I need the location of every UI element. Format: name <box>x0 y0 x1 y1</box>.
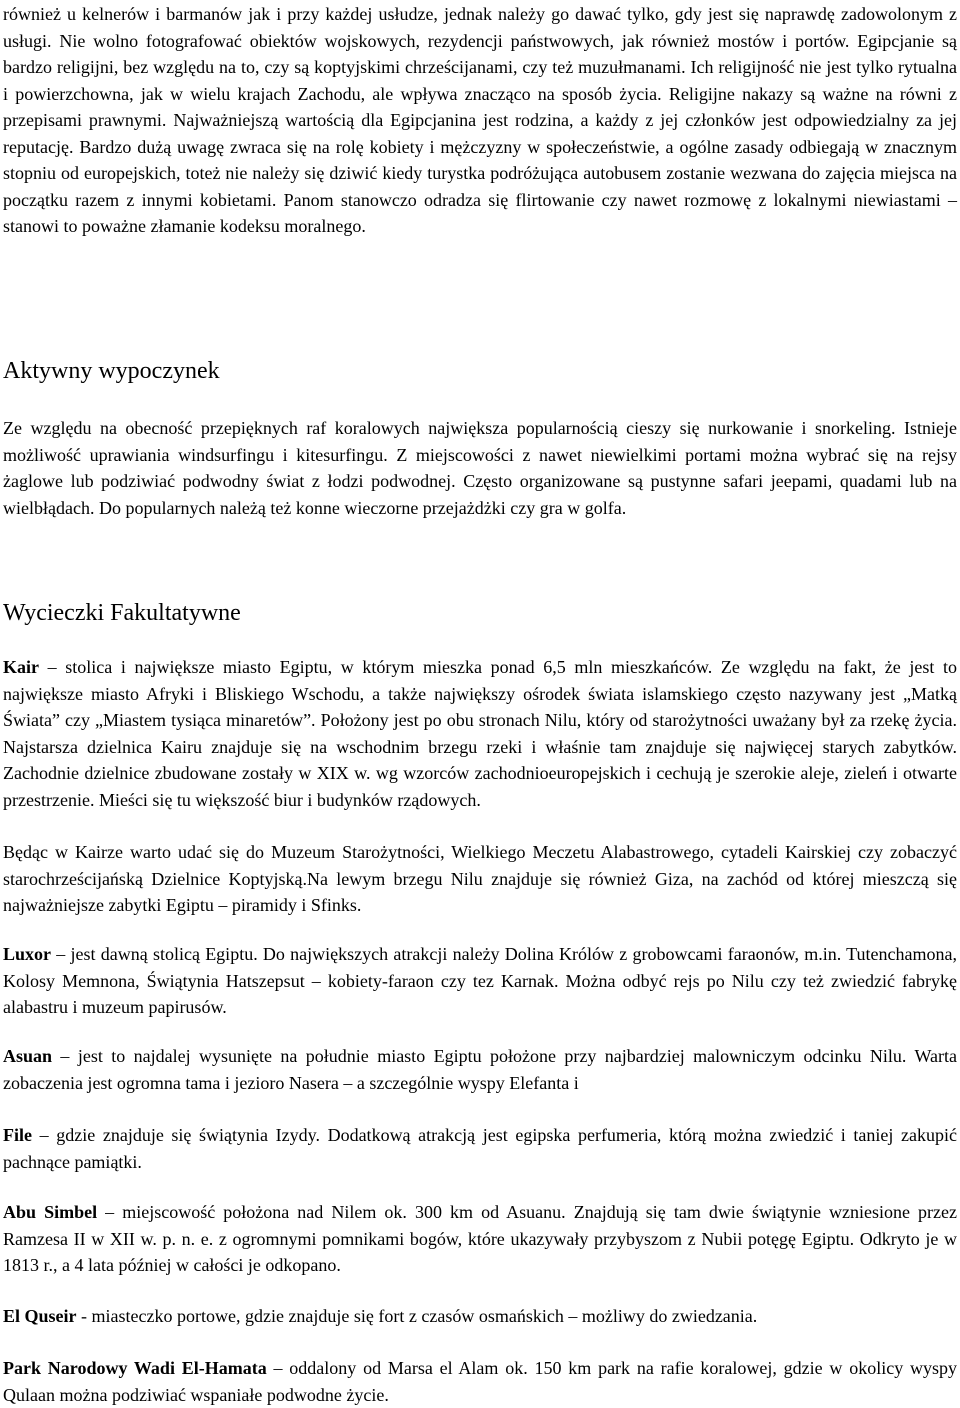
intro-paragraph: również u kelnerów i barmanów jak i przy każdej usłudze, jednak należy go dawać tylko, gdy jest się naprawdę zadowolonym z usługi. Nie wolno fotografować obiektów wojskowych, rezydencji państwowych, jak również mostów i portów. Egipcjanie są bardzo religijni, bez względu na to, czy są koptyjskimi chrześcijanami, czy też muzułmanami. Ich religijność nie jest tylko rytualna i powierzchowna, jak w wielu krajach Zachodu, ale wpływa znacząco na sposób życia. Religijne nakazy są ważne na równi z przepisami prawnymi. Najważniejszą wartością dla Egipcjanina jest rodzina, a każdy z jej członków jest odpowiedzialny za jej reputację. Bardzo dużą uwagę zwraca się na rolę kobiety i mężczyzny w społeczeństwie, a ogólne zasady odbiegają w znacznym stopniu od europejskich, toteż nie należy się dziwić kiedy turystka podróżująca autobusem zostanie wezwana do zajęcia miejsca na początku razem z innymi kobietami. Panom stanowczo odradza się flirtowanie czy nawet rozmowę z lokalnymi niewiastami – stanowi to poważne złamanie kodeksu moralnego. <box>3 4 957 236</box>
asuan-paragraph <box>3 1043 957 1096</box>
abu-simbel-paragraph <box>3 1199 957 1279</box>
el-quseir-name: El Quseir <box>3 1306 77 1326</box>
luxor-paragraph <box>3 941 957 1021</box>
kair-name: Kair <box>3 657 39 677</box>
park-text: – oddalony od Marsa el Alam ok. 150 km park na rafie koralowej, gdzie w okolicy wyspy Qulaan można podziwiać wspaniałe podwodne życie. <box>3 1358 957 1405</box>
file-paragraph <box>3 1122 957 1175</box>
asuan-text: – jest to najdalej wysunięte na południe miasto Egiptu położone przy najbardziej malowniczym odcinku Nilu. Warta zobaczenia jest ogromna tama i jezioro Nasera – a szczególnie wyspy Elefanta i <box>3 1046 957 1093</box>
kair-paragraph-2: Będąc w Kairze warto udać się do Muzeum Starożytności, Wielkiego Meczetu Alabastrowego, cytadeli Kairskiej czy zobaczyć starochrześcijańską Dzielnice Koptyjską.Na lewym brzegu Nilu znajduje się również Giza, na zachód od której mieszczą się najważniejsze zabytki Egiptu – piramidy i Sfinks. <box>3 842 957 915</box>
file-text: – gdzie znajduje się świątynia Izydy. Dodatkową atrakcją jest egipska perfumeria, którą można zwiedzić i taniej zakupić pachnące pamiątki. <box>3 1125 957 1172</box>
kair-text: – stolica i największe miasto Egiptu, w którym mieszka ponad 6,5 mln mieszkańców. Ze względu na fakt, że jest to największe miasto Afryki i Bliskiego Wschodu, a także największy ośrodek świata islamskiego często nazywany jest „Matką Świata” czy „Miastem tysiąca minaretów”. Położony jest po obu stronach Nilu, który od starożytności uważany był za rzekę życia. Najstarsza dzielnica Kairu znajduje się na wschodnim brzegu rzeki i właśnie tam znajduje się najwięcej starych zabytków. Zachodnie dzielnice zbudowane zostały w XIX w. wg wzorców zachodnioeuropejskich i cechują je szerokie aleje, zieleń i otwarte przestrzenie. Mieści się tu większość biur i budynków rządowych. <box>3 657 957 810</box>
park-paragraph <box>3 1355 957 1408</box>
el-quseir-paragraph <box>3 1303 957 1330</box>
active-leisure-paragraph: Ze względu na obecność przepięknych raf koralowych największa popularnością cieszy się nurkowanie i snorkeling. Istnieje możliwość uprawiania windsurfingu i kitesurfingu. Z miejscowości z nawet niewielkimi portami można wybrać się na rejsy żaglowe lub podziwiać podwodny świat z łodzi podwodnej. Często organizowane są pustynne safari jeepami, quadami lub na wielbłądach. Do popularnych należą też konne wieczorne przejażdżki czy gra w golfa. <box>3 418 957 518</box>
file-name: File <box>3 1125 32 1145</box>
heading-active-leisure: Aktywny wypoczynek <box>3 358 220 384</box>
heading-optional-trips: Wycieczki Fakultatywne <box>3 600 241 626</box>
luxor-text: – jest dawną stolicą Egiptu. Do największych atrakcji należy Dolina Królów z grobowcami faraonów, m.in. Tutenchamona, Kolosy Memnona, Świątynia Hatszepsut – kobiety-faraon czy tez Karnak. Można odbyć rejs po Nilu czy też zwiedzić fabrykę alabastru i muzeum papirusów. <box>3 944 957 1017</box>
abu-simbel-text: – miejscowość położona nad Nilem ok. 300 km od Asuanu. Znajdują się tam dwie świątynie wzniesione przez Ramzesa II w XII w. p. n. e. z ogromnymi pomnikami bogów, które ukazywały przybyszom z Nubii potęgę Egiptu. Odkryto je w 1813 r., a 4 lata później w całości je odkopano. <box>3 1202 957 1275</box>
abu-simbel-name: Abu Simbel <box>3 1202 98 1222</box>
park-name: Park Narodowy Wadi El-Hamata <box>3 1358 267 1378</box>
luxor-name: Luxor <box>3 944 52 964</box>
asuan-name: Asuan <box>3 1046 53 1066</box>
el-quseir-text: - miasteczko portowe, gdzie znajduje się fort z czasów osmańskich – możliwy do zwiedzania. <box>76 1306 758 1326</box>
kair-paragraph <box>3 654 957 813</box>
